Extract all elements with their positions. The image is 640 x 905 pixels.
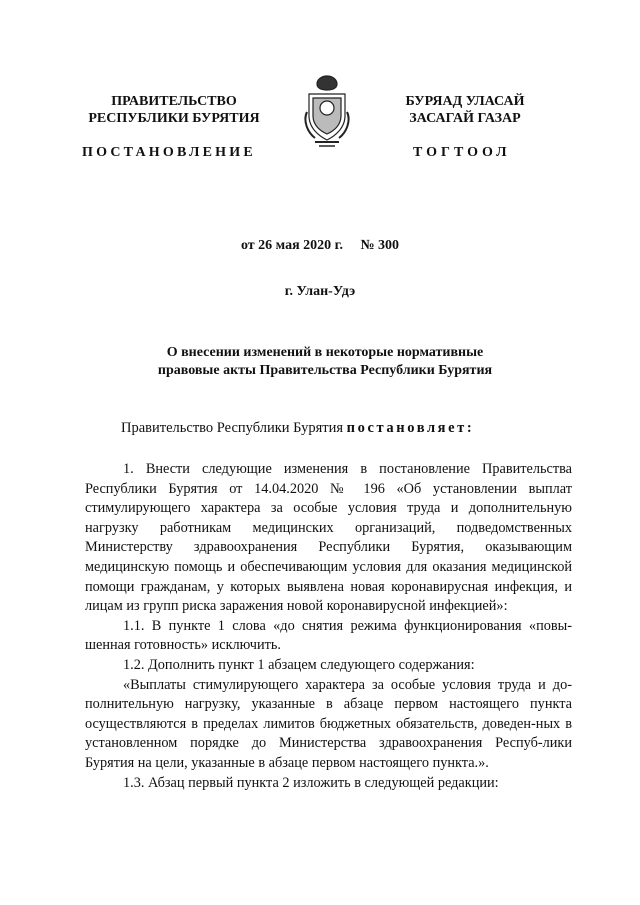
- document-body: [85, 460, 572, 793]
- paragraph: 1.2. Дополнить пункт 1 абзацем следующего содержания:: [123, 656, 475, 673]
- issuer-line-1: ПРАВИТЕЛЬСТВО: [111, 94, 237, 109]
- paragraph: «Выплаты стимулирующего характера за особые условия труда и до-полнительную нагрузку, указанные в абзаце первом настоящего пункта осуществляются в пределах лимитов бюджетных обязательств, доведен-ных в установленном порядке до Министерства здравоохранения Респуб-лики Бурятия на цели, указанные в абзаце первом настоящего пункта.».: [85, 676, 572, 771]
- issuer-block-russian: [84, 93, 264, 127]
- title-line-1: О внесении изменений в некоторые нормативные: [166, 345, 484, 360]
- title-line-2: правовые акты Правительства Республики Бурятия: [157, 363, 493, 378]
- paragraph: 1.1. В пункте 1 слова «до снятия режима функционирования «повы-шенная готовность» исключить.: [85, 617, 572, 654]
- issuer-block-buryat: [380, 93, 550, 127]
- issuer-line-1-buryat: БУРЯАД УЛАСАЙ: [405, 94, 525, 109]
- paragraph: 1.3. Абзац первый пункта 2 изложить в следующей редакции:: [123, 774, 499, 791]
- document-date: от 26 мая 2020 г.: [240, 238, 343, 253]
- document-title: [120, 344, 530, 380]
- preamble: [121, 420, 474, 437]
- document-number: № 300: [360, 238, 400, 253]
- date-number-line: [0, 238, 640, 254]
- coat-of-arms-emblem-icon: [301, 72, 353, 150]
- issuer-line-2-buryat: ЗАСАГАЙ ГАЗАР: [409, 111, 521, 126]
- doc-type-russian: ПОСТАНОВЛЕНИЕ: [82, 145, 256, 160]
- issuer-line-2: РЕСПУБЛИКИ БУРЯТИЯ: [88, 111, 260, 126]
- preamble-text: Правительство Республики Бурятия: [121, 420, 344, 436]
- preamble-resolves: постановляет:: [346, 420, 475, 436]
- doc-type-buryat: ТОГТООЛ: [413, 145, 511, 160]
- city: г. Улан-Удэ: [284, 284, 356, 299]
- paragraph: 1. Внести следующие изменения в постановление Правительства Республики Бурятия от 14.04.2020 № 196 «Об установлении выплат стимулирующего характера за особые условия труда и дополнительную нагрузку работникам медицинских организаций, подведомственных Министерству здравоохранения Республики Бурятия, оказывающим медицинскую помощь и обеспечивающим условия для оказания медицинской помощи гражданам, у которых выявлена новая коронавирусная инфекция, и лицам из групп риска заражения новой коронавирусной инфекцией»:: [85, 461, 572, 615]
